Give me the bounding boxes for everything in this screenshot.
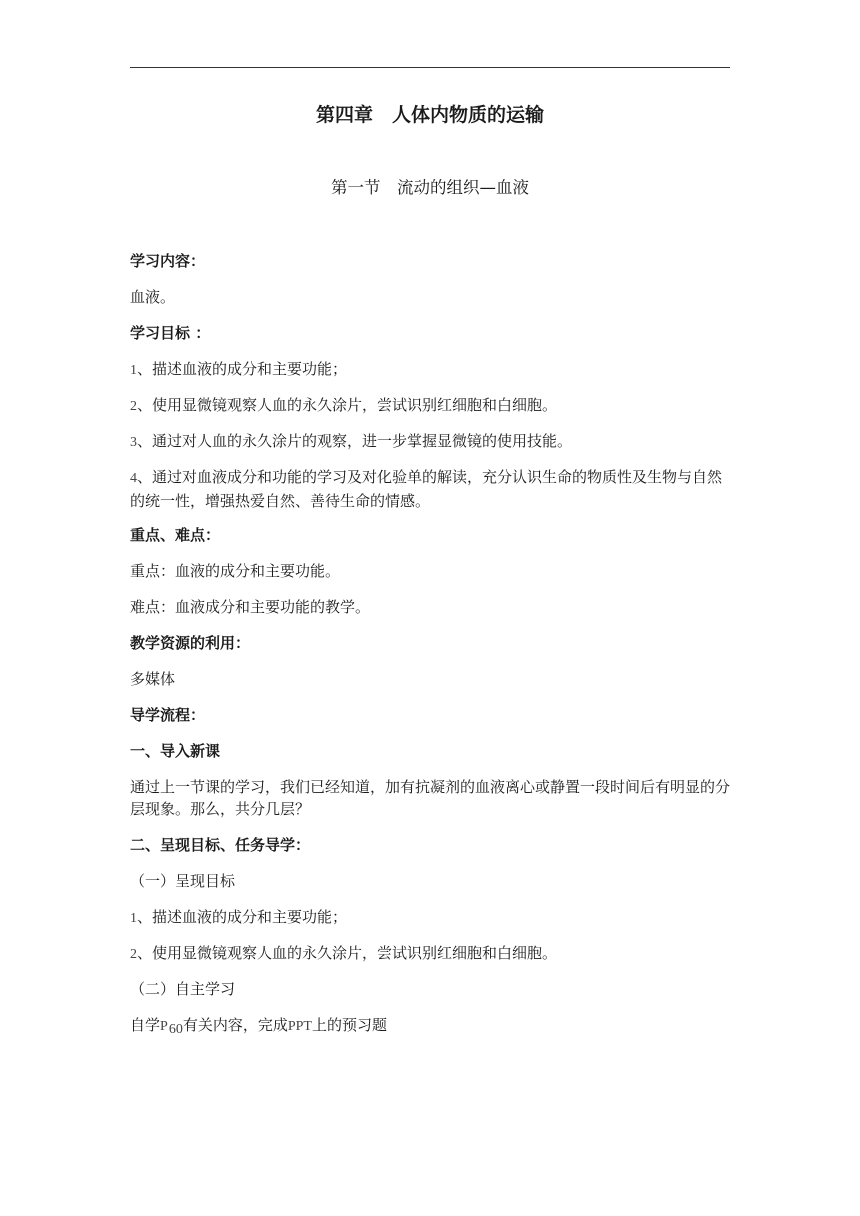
goal-number: 1 [130, 911, 137, 926]
chapter-title: 第四章 人体内物质的运输 [315, 104, 544, 126]
key-points-heading: 重点、难点： [130, 526, 221, 544]
goal-number: 4 [130, 471, 137, 486]
part2-heading: 二、呈现目标、任务导学： [130, 836, 311, 854]
part1-heading: 一、导入新课 [130, 742, 221, 760]
sub1-item-1 [130, 906, 730, 930]
difficult-point-text: 难点：血液成分和主要功能的教学。 [130, 598, 371, 616]
learning-goals-heading: 学习目标 ： [130, 324, 211, 342]
sub2-text-after: 上的预习题 [311, 1016, 387, 1034]
goal-text: 、通过对血液成分和功能的学习及对化验单的解读，充分认识生命的物质性及生物与自然的统一性，增强热爱自然、善待生命的情感。 [130, 468, 723, 510]
sub2-text [130, 1014, 730, 1041]
key-point-text: 重点：血液的成分和主要功能。 [130, 562, 341, 580]
part1-text: 通过上一节课的学习，我们已经知道，加有抗凝剂的血液离心或静置一段时间后有明显的分层现象。那么，共分几层？ [130, 778, 731, 818]
goal-text: 、描述血液的成分和主要功能； [137, 908, 348, 926]
header-rule [130, 67, 730, 68]
sub1-item-2 [130, 942, 730, 966]
sub2-text-before: 自学 [130, 1016, 161, 1034]
goal-number: 3 [130, 435, 137, 450]
learning-content-heading: 学习内容： [130, 252, 206, 270]
resources-heading: 教学资源的利用： [130, 634, 251, 652]
sub2-heading: （二）自主学习 [130, 980, 236, 998]
ppt-label: PPT [287, 1019, 312, 1034]
goal-text: 、通过对人血的永久涂片的观察，进一步掌握显微镜的使用技能。 [137, 432, 573, 450]
section-title: 第一节 流动的组织—血液 [331, 178, 529, 197]
sub1-heading: （一）呈现目标 [130, 872, 236, 890]
page-ref-number: 60 [168, 1022, 183, 1037]
goal-text: 、使用显微镜观察人血的永久涂片，尝试识别红细胞和白细胞。 [137, 944, 558, 962]
learning-content-text: 血液。 [130, 288, 176, 306]
goal-text: 、描述血液的成分和主要功能； [137, 360, 348, 378]
resources-text: 多媒体 [130, 670, 176, 688]
goal-number: 2 [130, 399, 137, 414]
flow-heading: 导学流程： [130, 706, 206, 724]
goal-item-1 [130, 358, 730, 382]
goal-item-3 [130, 430, 730, 454]
goal-item-2 [130, 394, 730, 418]
sub2-text-middle: 有关内容，完成 [182, 1016, 288, 1034]
goal-number: 1 [130, 363, 137, 378]
page-ref: P [160, 1019, 168, 1034]
goal-number: 2 [130, 947, 137, 962]
goal-item-4 [130, 466, 730, 512]
goal-text: 、使用显微镜观察人血的永久涂片，尝试识别红细胞和白细胞。 [137, 396, 558, 414]
